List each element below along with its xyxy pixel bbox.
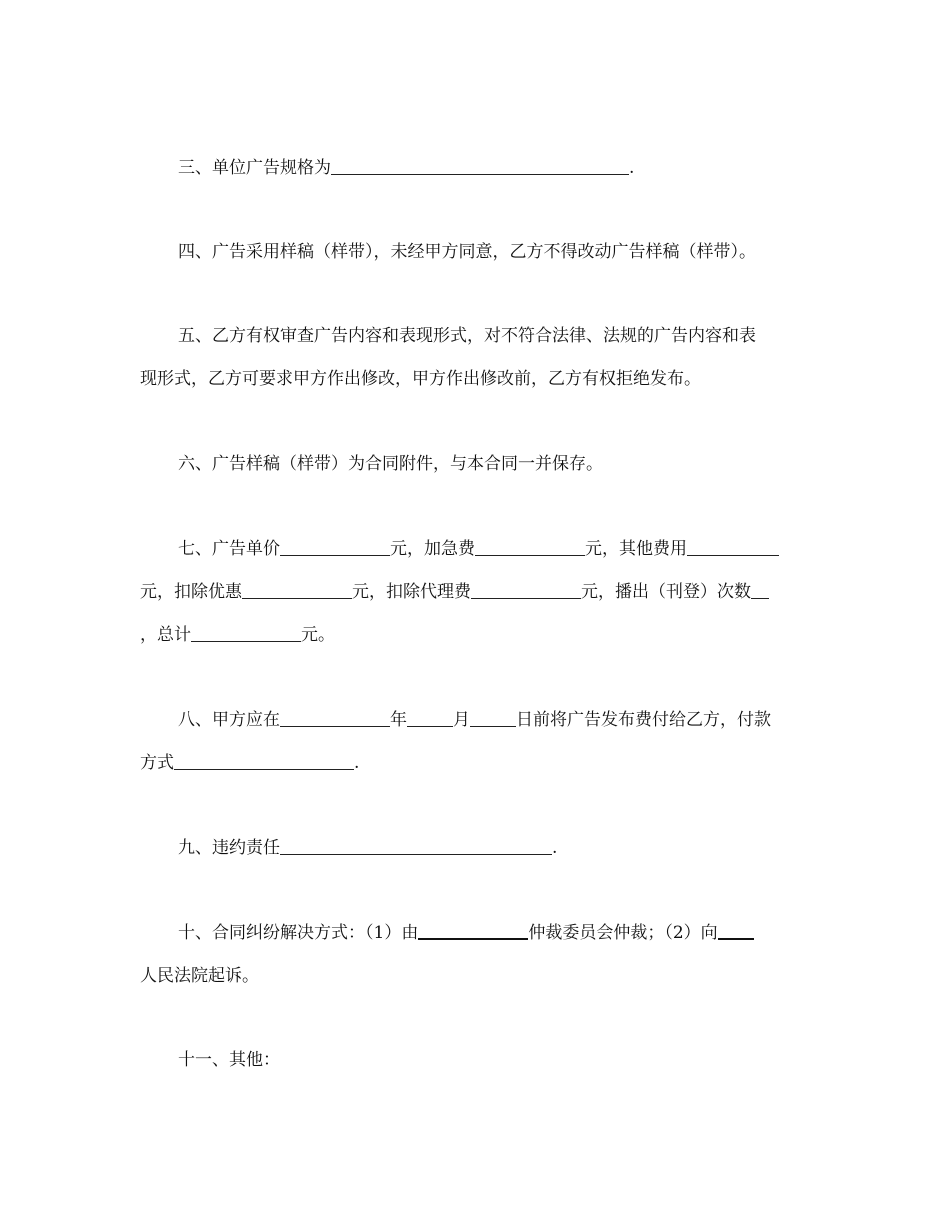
blank-year[interactable]: [280, 710, 390, 727]
clause-7-line-3: ，总计 元。: [140, 625, 335, 645]
clause-5-line-1: 五、乙方有权审查广告内容和表现形式，对不符合法律、法规的广告内容和表: [178, 326, 756, 346]
clause-3: 三、单位广告规格为 .: [178, 158, 635, 178]
clause-10-line-1: 十、合同纠纷解决方式：（1）由 仲裁委员会仲裁；（2）向: [178, 922, 858, 944]
blank-ad-spec[interactable]: [331, 158, 629, 175]
clause-3-label: 三、单位广告规格为: [178, 158, 331, 178]
blank-payment-method[interactable]: [174, 753, 354, 770]
clause-10-line-2: 人民法院起诉。: [140, 966, 259, 986]
blank-unit-price[interactable]: [280, 539, 390, 556]
blank-other-fee[interactable]: [687, 539, 779, 556]
blank-arbitration-committee[interactable]: [418, 922, 528, 940]
clause-8-line-2: 方式 .: [140, 753, 360, 773]
clause-4: 四、广告采用样稿（样带），未经甲方同意，乙方不得改动广告样稿（样带）。: [178, 242, 756, 262]
blank-court[interactable]: [718, 922, 754, 940]
blank-day[interactable]: [470, 710, 516, 727]
blank-agency-fee[interactable]: [471, 582, 581, 599]
blank-total[interactable]: [191, 625, 301, 642]
blank-broadcast-count[interactable]: [751, 582, 769, 599]
clause-11: 十一、其他：: [178, 1050, 280, 1070]
blank-liability[interactable]: [280, 838, 552, 855]
clause-7-line-1: 七、广告单价 元，加急费 元，其他费用: [178, 538, 858, 560]
clause-8-line-1: 八、甲方应在 年 月 日前将广告发布费付给乙方，付款: [178, 710, 771, 730]
clause-9: 九、违约责任 .: [178, 838, 558, 858]
clause-6: 六、广告样稿（样带）为合同附件，与本合同一并保存。: [178, 454, 603, 474]
blank-discount[interactable]: [242, 582, 352, 599]
blank-month[interactable]: [407, 710, 453, 727]
clause-7-line-2: 元，扣除优惠 元，扣除代理费 元，播出（刊登）次数: [140, 581, 820, 603]
blank-rush-fee[interactable]: [475, 539, 585, 556]
clause-5-line-2: 现形式，乙方可要求甲方作出修改，甲方作出修改前，乙方有权拒绝发布。: [140, 369, 701, 389]
